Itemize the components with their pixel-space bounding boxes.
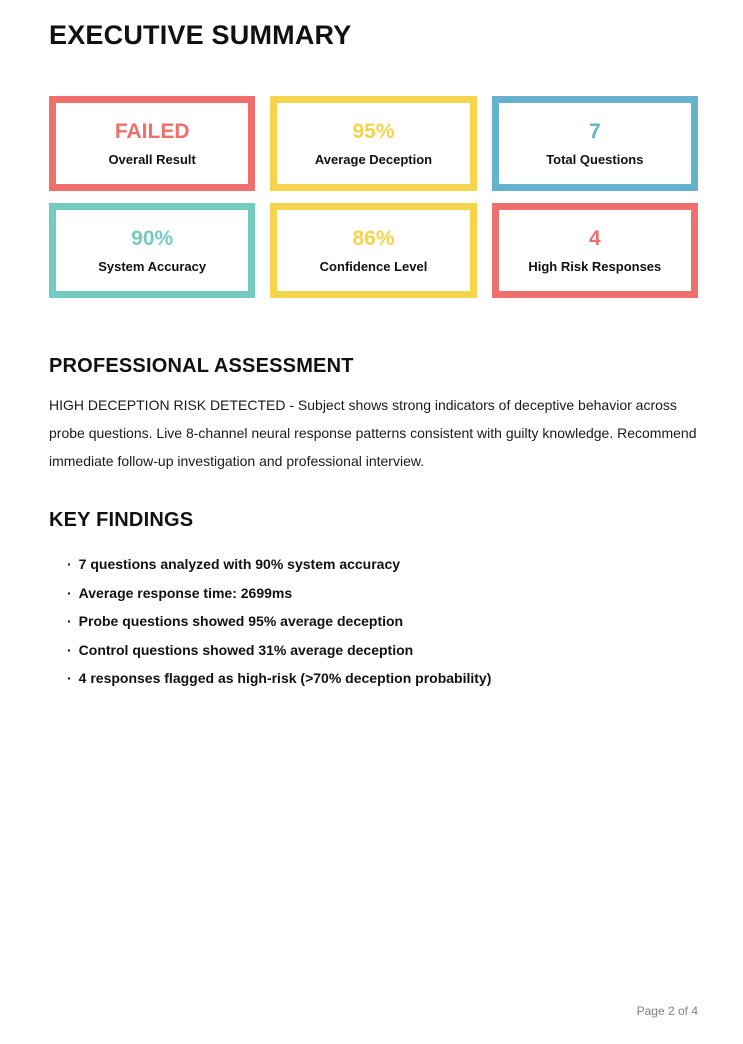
page-number: Page 2 of 4 bbox=[636, 1004, 698, 1018]
stat-card-total-questions bbox=[492, 96, 698, 191]
stat-card-average-deception bbox=[270, 96, 476, 191]
professional-assessment-heading: PROFESSIONAL ASSESSMENT bbox=[49, 355, 354, 377]
key-finding-text: 7 questions analyzed with 90% system accuracy bbox=[78, 556, 401, 572]
stat-value: FAILED bbox=[114, 119, 190, 143]
stat-value: 90% bbox=[131, 226, 174, 250]
stat-value: 7 bbox=[588, 119, 601, 143]
stat-label: System Accuracy bbox=[98, 259, 207, 275]
stat-label: High Risk Responses bbox=[528, 259, 662, 275]
page-title: EXECUTIVE SUMMARY bbox=[49, 20, 352, 50]
key-findings-heading: KEY FINDINGS bbox=[49, 509, 194, 531]
stat-value: 95% bbox=[352, 119, 395, 143]
bullet-icon: · bbox=[67, 670, 72, 686]
stat-card-confidence-level bbox=[270, 203, 476, 298]
stat-card-overall-result bbox=[49, 96, 255, 191]
key-finding-item bbox=[67, 607, 698, 636]
stat-label: Overall Result bbox=[108, 152, 196, 168]
key-finding-item bbox=[67, 550, 698, 579]
stat-value: 4 bbox=[588, 226, 601, 250]
key-finding-item bbox=[67, 664, 698, 693]
professional-assessment-body: HIGH DECEPTION RISK DETECTED - Subject shows strong indicators of deceptive behavior across probe questions. Live 8-channel neural response patterns consistent with guilty knowledge. Recommend immediate follow-up investigation and professional interview. bbox=[49, 397, 697, 469]
key-finding-item bbox=[67, 579, 698, 608]
stat-label: Confidence Level bbox=[319, 259, 428, 275]
stat-card-grid bbox=[49, 96, 698, 298]
bullet-icon: · bbox=[67, 613, 72, 629]
stat-label: Total Questions bbox=[546, 152, 644, 168]
stat-value: 86% bbox=[352, 226, 395, 250]
key-finding-text: 4 responses flagged as high-risk (>70% deception probability) bbox=[78, 670, 492, 686]
key-finding-text: Control questions showed 31% average deception bbox=[78, 641, 414, 658]
stat-card-high-risk-responses bbox=[492, 203, 698, 298]
bullet-icon: · bbox=[67, 584, 72, 601]
stat-card-system-accuracy bbox=[49, 203, 255, 298]
key-finding-text: Average response time: 2699ms bbox=[78, 584, 293, 601]
bullet-icon: · bbox=[67, 641, 72, 658]
bullet-icon: · bbox=[67, 556, 72, 572]
key-finding-text: Probe questions showed 95% average deception bbox=[78, 613, 404, 629]
stat-label: Average Deception bbox=[314, 152, 433, 168]
key-findings-list bbox=[49, 550, 698, 693]
key-finding-item bbox=[67, 636, 698, 665]
